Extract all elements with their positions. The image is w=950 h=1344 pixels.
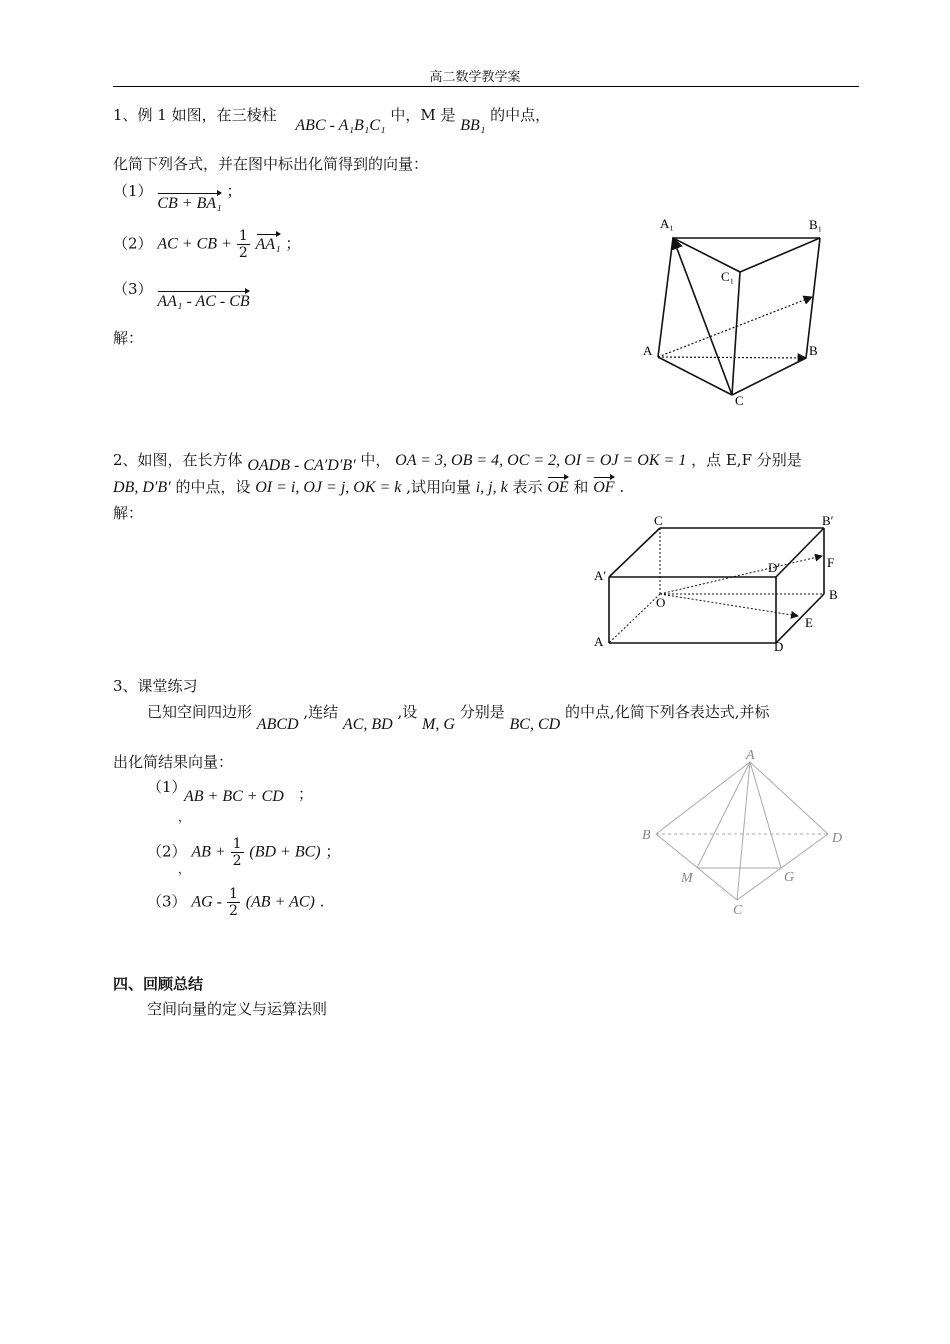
label-d: D	[832, 831, 843, 846]
label-m: M	[681, 871, 693, 886]
q1-item3-label: （3）	[113, 280, 153, 298]
q2-oe: OE	[547, 479, 569, 496]
q3-item3-label: （3）	[147, 892, 187, 911]
label-a-prime: A′	[594, 568, 607, 583]
q3-points: M, G	[422, 716, 455, 733]
fraction-denominator: 2	[232, 853, 242, 869]
prism-figure	[630, 210, 840, 410]
q3-sides: BC, CD	[509, 716, 561, 733]
vector-oe	[660, 594, 798, 616]
vector-ca1	[673, 238, 735, 395]
q3-quad: ABCD	[256, 716, 299, 733]
summary-text: 空间向量的定义与运算法则	[147, 1000, 328, 1018]
header-rule	[113, 86, 859, 87]
fraction-denominator: 2	[228, 903, 238, 919]
q3-item2-fraction	[231, 836, 244, 869]
label-o: O	[656, 595, 666, 610]
tetrahedron-figure	[636, 745, 851, 920]
q3-item3-fraction	[227, 886, 240, 919]
vector-of	[660, 556, 822, 594]
q1-item1-end: ；	[226, 182, 242, 200]
label-c: C	[735, 393, 744, 408]
q1-item1-expr: CB + BA₁	[157, 195, 222, 212]
q3-item1-expr: AB + BC + CD	[184, 788, 284, 805]
summary-title: 四、回顾总结	[113, 975, 204, 993]
q3-item3-expr-a: AG -	[191, 893, 226, 911]
q3-comma-2: ，	[178, 862, 191, 876]
q3-item2-end: ；	[325, 842, 341, 861]
fraction-denominator: 2	[238, 245, 248, 261]
label-b: B	[642, 828, 651, 843]
q3-item1	[147, 776, 187, 797]
q2-period: .	[619, 478, 625, 496]
fraction-numerator: 1	[228, 886, 238, 902]
q1-intro: 1、例 1 如图，在三棱柱	[113, 106, 277, 124]
q3-item3	[147, 886, 324, 919]
label-g: G	[784, 870, 795, 885]
q2-intro: 2、如图，在长方体	[113, 451, 243, 469]
q1-bb1: BB₁	[460, 117, 486, 134]
q3-connect: ,连结	[303, 703, 339, 721]
q1-item1-label: （1）	[113, 182, 153, 200]
q1-prism-name: ABC - A₁B₁C₁	[295, 117, 386, 134]
q3-item3-expr-b: (AB + AC)	[245, 893, 315, 911]
q2-midpoints: ，点 E,F 分别是	[691, 451, 802, 469]
q3-item3-end: .	[319, 892, 325, 911]
label-a: A	[594, 634, 604, 649]
vector-ab-dashed	[658, 357, 806, 358]
q1-item2	[113, 228, 300, 261]
q3-diagonals: AC, BD	[342, 716, 393, 733]
q2-line2	[113, 476, 624, 497]
q1-middle: 中，M 是	[390, 106, 456, 124]
q1-item2-expr-b: AA₁	[255, 235, 281, 253]
label-d-prime: D′	[768, 560, 781, 575]
fraction-numerator: 1	[232, 836, 242, 852]
q1-midpoint: 的中点，	[490, 106, 551, 124]
q2-midpoint-text: 的中点，设	[175, 478, 251, 496]
q3-item2-expr-a: AB +	[191, 843, 230, 861]
q1-item2-fraction	[237, 228, 250, 261]
q2-box-name: OADB - CA′D′B′	[247, 457, 356, 474]
label-e: E	[805, 615, 813, 630]
q2-ijk: i, j, k	[475, 479, 508, 496]
q2-middle: 中，	[360, 451, 391, 469]
q3-let: ,设	[397, 703, 418, 721]
label-c1: C₁	[721, 269, 735, 284]
q2-db-segments: DB, D′B′	[113, 479, 171, 496]
q2-represent: 表示	[512, 478, 543, 496]
box-figure	[588, 510, 848, 655]
label-b1: B₁	[809, 217, 823, 232]
q1-item2-expr-a: AC + CB +	[157, 235, 236, 253]
q3-respectively: 分别是	[459, 703, 505, 721]
label-f: F	[827, 555, 835, 570]
fraction-numerator: 1	[238, 228, 248, 244]
q1-item3-expr: AA₁ - AC - CB	[157, 293, 250, 310]
label-c: C	[654, 513, 663, 528]
q2-of: OF	[593, 479, 615, 496]
q2-use-vectors: ,试用向量	[406, 478, 471, 496]
q3-item2-expr-b: (BD + BC)	[249, 843, 321, 861]
q2-vector-definitions: OI = i, OJ = j, OK = k	[255, 479, 402, 496]
q3-item2-label: （2）	[147, 842, 187, 861]
q3-intro: 已知空间四边形	[147, 703, 253, 721]
q1-item3	[113, 278, 250, 310]
label-b-prime: B′	[822, 513, 834, 528]
label-d: D	[774, 639, 784, 654]
q2-and: 和	[573, 478, 589, 496]
label-a: A	[746, 748, 755, 763]
label-a: A	[643, 343, 653, 358]
page-header-title: 高二数学教学案	[429, 70, 521, 85]
q2-line1	[113, 449, 802, 474]
q3-item1-end: ；	[298, 785, 314, 803]
q1-line1	[113, 104, 551, 134]
label-b: B	[809, 343, 818, 358]
q1-item2-end: ；	[285, 234, 301, 253]
q2-solve-label: 解：	[113, 504, 144, 522]
q3-comma-1: ，	[178, 810, 191, 824]
q1-item1	[113, 180, 242, 212]
q3-item2	[147, 836, 340, 869]
q3-line1	[147, 701, 770, 733]
q3-item1-label: （1）	[147, 778, 187, 796]
q1-item2-label: （2）	[113, 234, 153, 253]
q1-instruction: 化简下列各式，并在图中标出化简得到的向量：	[113, 155, 429, 173]
q3-instruction-b: 出化简结果向量：	[113, 753, 234, 771]
q2-given-lengths: OA = 3, OB = 4, OC = 2, OI = OJ = OK = 1	[395, 452, 687, 469]
box-solid-edges	[609, 528, 824, 643]
label-a1: A₁	[660, 216, 674, 231]
q3-title: 3、课堂练习	[113, 677, 198, 695]
label-c: C	[733, 903, 743, 918]
q3-instruction-a: 的中点,化简下列各表达式,并标	[564, 703, 770, 721]
q1-solve-label: 解：	[113, 329, 144, 347]
label-b: B	[829, 587, 838, 602]
